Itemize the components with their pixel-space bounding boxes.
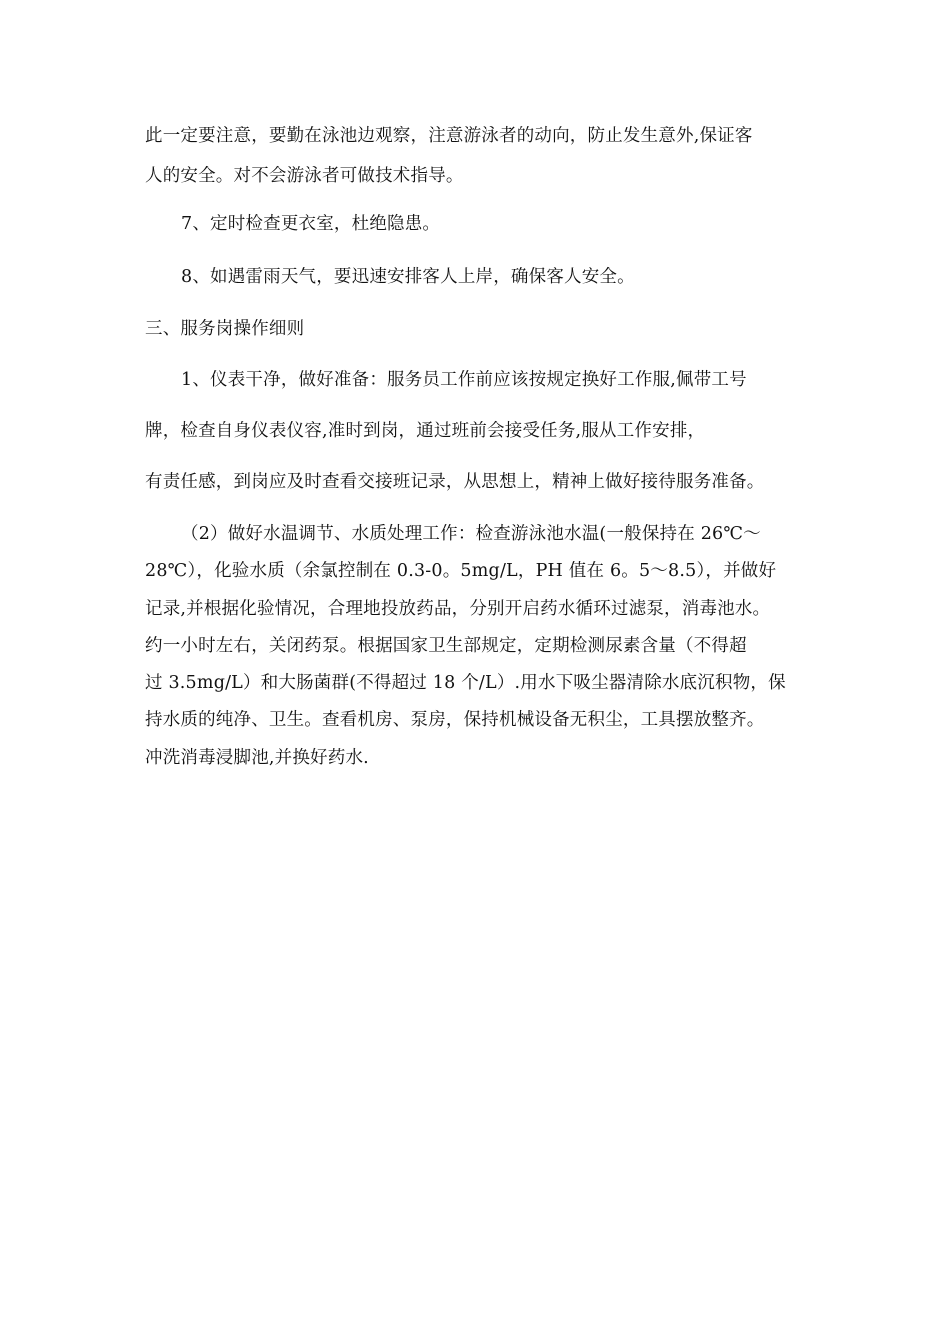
paragraph-line: 持水质的纯净、卫生。查看机房、泵房，保持机械设备无积尘，工具摆放整齐。 — [145, 710, 765, 730]
paragraph-line: （2）做好水温调节、水质处理工作：检查游泳池水温(一般保持在 26℃～ — [181, 524, 761, 544]
list-item-7: 7、定时检查更衣室，杜绝隐患。 — [181, 214, 441, 234]
paragraph-line: 人的安全。对不会游泳者可做技术指导。 — [145, 166, 464, 186]
section-heading: 三、服务岗操作细则 — [145, 319, 305, 339]
paragraph-line: 1、仪表干净，做好准备：服务员工作前应该按规定换好工作服,佩带工号 — [181, 370, 747, 390]
paragraph-line: 28℃），化验水质（余氯控制在 0.3-0。5mg/L，PH 值在 6。5～8.5），并做好 — [145, 561, 777, 581]
paragraph-line: 记录,并根据化验情况，合理地投放药品，分别开启药水循环过滤泵，消毒池水。 — [145, 599, 771, 619]
paragraph-line: 过 3.5mg/L）和大肠菌群(不得超过 18 个/L）.用水下吸尘器清除水底沉积物，保 — [145, 673, 786, 693]
paragraph-line: 牌，检查自身仪表仪容,准时到岗，通过班前会接受任务,服从工作安排， — [145, 421, 706, 441]
paragraph-line: 约一小时左右，关闭药泵。根据国家卫生部规定，定期检测尿素含量（不得超 — [145, 636, 747, 656]
list-item-8: 8、如遇雷雨天气，要迅速安排客人上岸，确保客人安全。 — [181, 267, 635, 287]
paragraph-line: 此一定要注意，要勤在泳池边观察，注意游泳者的动向，防止发生意外,保证客 — [145, 126, 753, 146]
paragraph-line: 有责任感，到岗应及时查看交接班记录，从思想上，精神上做好接待服务准备。 — [145, 472, 765, 492]
paragraph-line: 冲洗消毒浸脚池,并换好药水. — [145, 748, 369, 768]
